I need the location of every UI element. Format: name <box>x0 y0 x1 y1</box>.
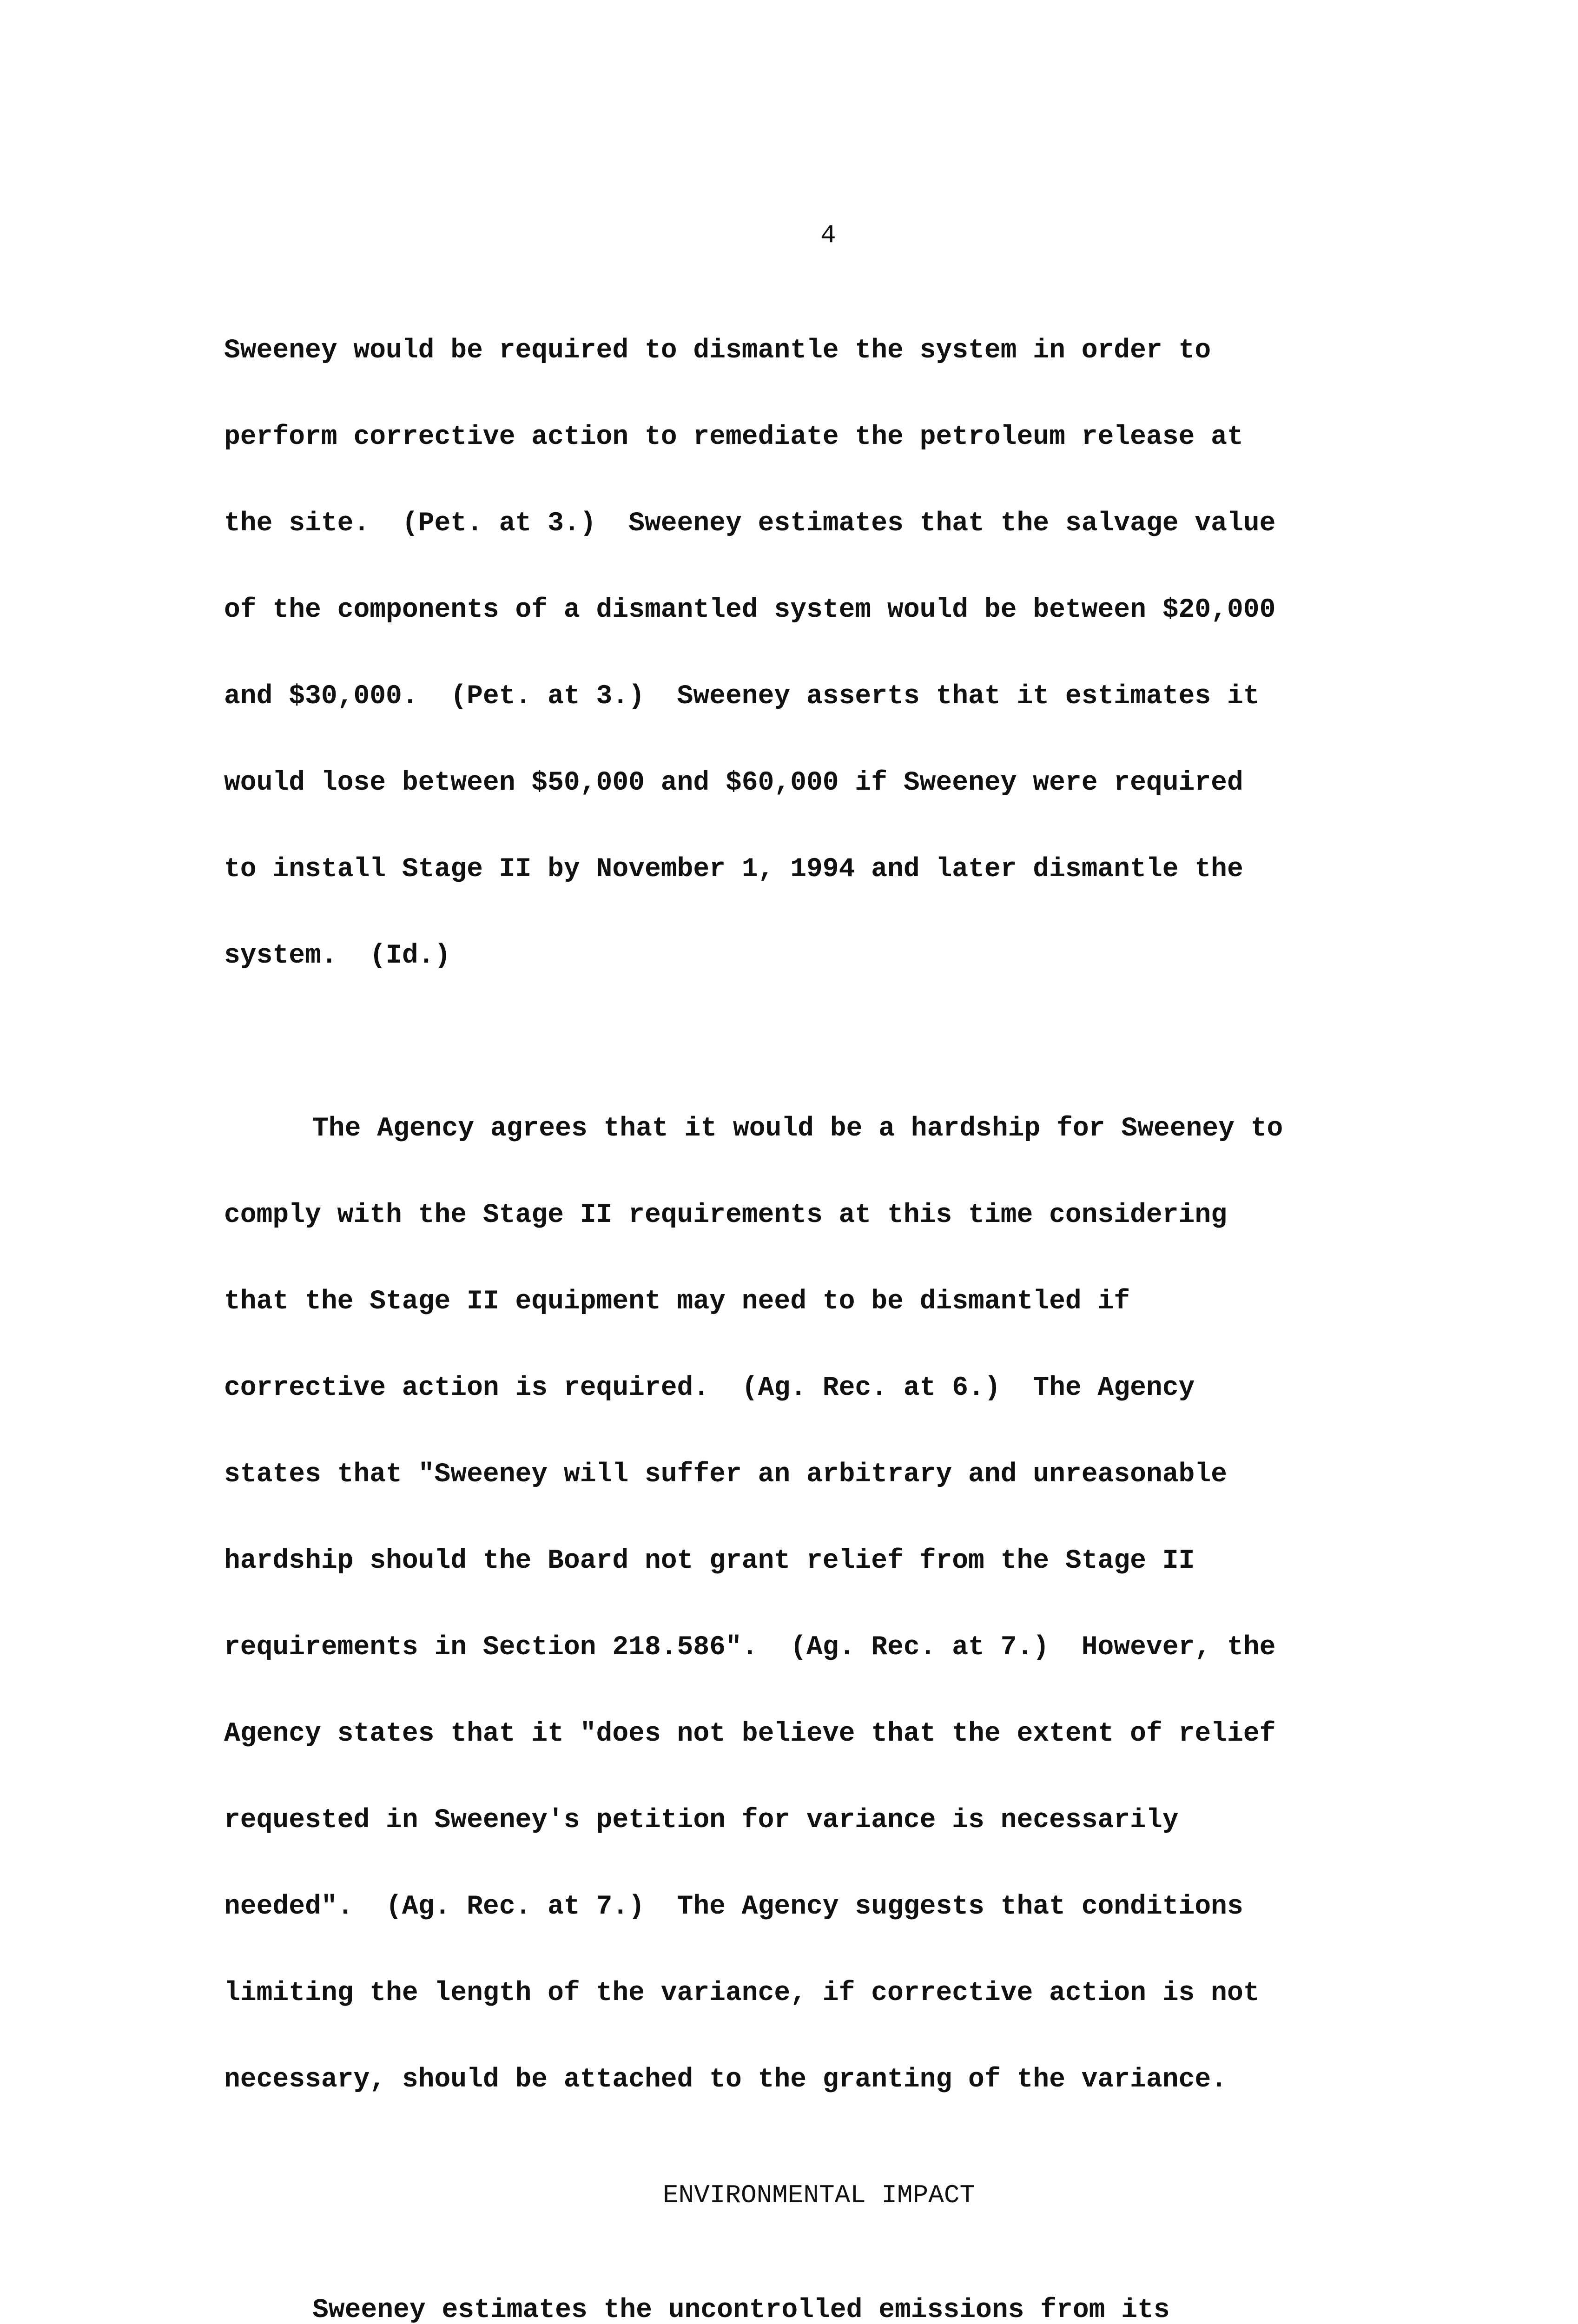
paragraph-line: hardship should the Board not grant relief from the Stage II <box>224 1546 1195 1576</box>
page-number: 4 <box>820 220 836 250</box>
paragraph-1 <box>224 279 1414 1028</box>
document-body <box>224 279 1414 2324</box>
paragraph-line: requested in Sweeney's petition for variance is necessarily <box>224 1805 1179 1835</box>
paragraph-line: necessary, should be attached to the granting of the variance. <box>224 2065 1227 2095</box>
paragraph-line: corrective action is required. (Ag. Rec. at 6.) The Agency <box>224 1373 1195 1403</box>
paragraph-line: comply with the Stage II requirements at this time considering <box>224 1200 1227 1230</box>
section-heading: ENVIRONMENTAL IMPACT <box>662 2180 976 2210</box>
paragraph-line: limiting the length of the variance, if corrective action is not <box>224 1978 1260 2008</box>
paragraph-line: Sweeney would be required to dismantle the system in order to <box>224 336 1211 366</box>
paragraph-line: requirements in Section 218.586". (Ag. Rec. at 7.) However, the <box>224 1632 1276 1663</box>
paragraph-2 <box>224 1057 1414 2152</box>
paragraph-line: and $30,000. (Pet. at 3.) Sweeney asserts that it estimates it <box>224 681 1260 712</box>
paragraph-line: system. (Id.) <box>224 941 451 971</box>
paragraph-line: would lose between $50,000 and $60,000 if Sweeney were required <box>224 768 1243 798</box>
paragraph-line: needed". (Ag. Rec. at 7.) The Agency suggests that conditions <box>224 1892 1243 1922</box>
paragraph-line: the site. (Pet. at 3.) Sweeney estimates that the salvage value <box>224 508 1276 539</box>
paragraph-line: Agency states that it "does not believe that the extent of relief <box>224 1719 1276 1749</box>
paragraph-line: perform corrective action to remediate the petroleum release at <box>224 422 1243 452</box>
paragraph-line: Sweeney estimates the uncontrolled emissions from its <box>312 2295 1170 2324</box>
paragraph-line: that the Stage II equipment may need to be dismantled if <box>224 1287 1130 1317</box>
paragraph-line: of the components of a dismantled system would be between $20,000 <box>224 595 1276 625</box>
paragraph-line: states that "Sweeney will suffer an arbitrary and unreasonable <box>224 1459 1227 1490</box>
paragraph-line: The Agency agrees that it would be a hardship for Sweeney to <box>312 1114 1283 1144</box>
paragraph-3 <box>224 2238 1414 2324</box>
paragraph-line: to install Stage II by November 1, 1994 and later dismantle the <box>224 854 1243 885</box>
